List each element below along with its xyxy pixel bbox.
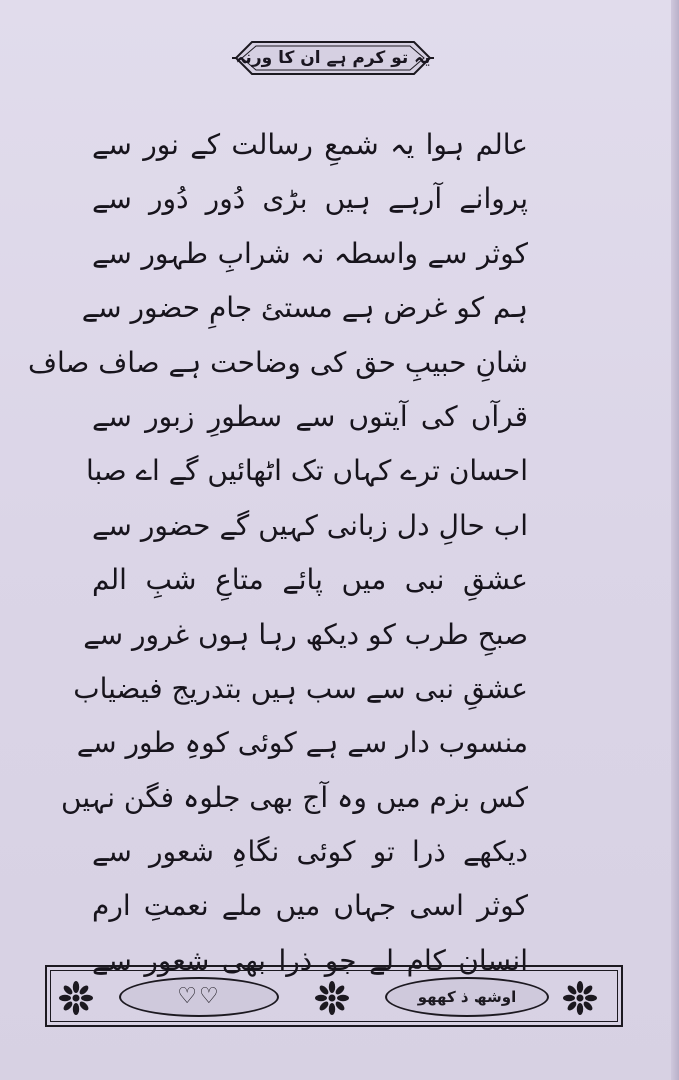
title-cartouche	[232, 38, 434, 78]
verse-line: منسوب دار سے ہے کوئی کوہِ طور سے	[76, 726, 528, 760]
text-oval	[385, 977, 549, 1017]
flower-icon	[563, 981, 597, 1015]
verse-line: قرآں کی آیتوں سے سطورِ زبور سے	[92, 399, 528, 433]
verse-list	[28, 118, 528, 988]
verse-line: عشقِ نبی سے سب ہیں بتدریج فیضیاب	[73, 671, 528, 705]
verse-line: ہم کو غرض ہے مستئ جامِ حضور سے	[81, 291, 528, 325]
verse-line: انسان کام لے جو ذرا بھی شعور سے	[92, 943, 528, 977]
hearts-oval	[119, 977, 279, 1017]
verse-line: شانِ حبیبِ حق کی وضاحت ہے صاف صاف	[28, 345, 528, 379]
footer-ornament	[45, 965, 623, 1027]
oval-caption: اوشھ ذ کھھو	[417, 988, 517, 1006]
verse-line: عالم ہوا یہ شمعِ رسالت کے نور سے	[92, 128, 528, 161]
verse-line: پروانے آرہے ہیں بڑی دُور دُور سے	[92, 182, 528, 216]
verse-line: احسان ترے کہاں تک اٹھائیں گے اے صبا	[85, 454, 528, 488]
verse-line: دیکھے ذرا تو کوئی نگاہِ شعور سے	[92, 835, 528, 869]
verse-line: کوثر اسی جہاں میں ملے نعمتِ ارم	[92, 889, 528, 923]
verse-line: صبحِ طرب کو دیکھ رہا ہوں غرور سے	[83, 617, 528, 651]
verse-line: اب حالِ دل زبانی کہیں گے حضور سے	[92, 508, 528, 542]
hearts-icon: ♡♡	[177, 984, 221, 1009]
verse-line: کوثر سے واسطہ نہ شرابِ طہور سے	[92, 236, 528, 270]
flower-icon	[59, 981, 93, 1015]
verse-line: عشقِ نبی میں پائے متاعِ شبِ الم	[92, 563, 528, 597]
page-edge-shadow	[671, 0, 679, 1080]
flower-icon	[315, 981, 349, 1015]
page-title: یہ تو کرم ہے ان کا ورنہ	[235, 48, 431, 68]
verse-line: کس بزم میں وہ آج بھی جلوہ فگن نہیں	[61, 780, 528, 814]
